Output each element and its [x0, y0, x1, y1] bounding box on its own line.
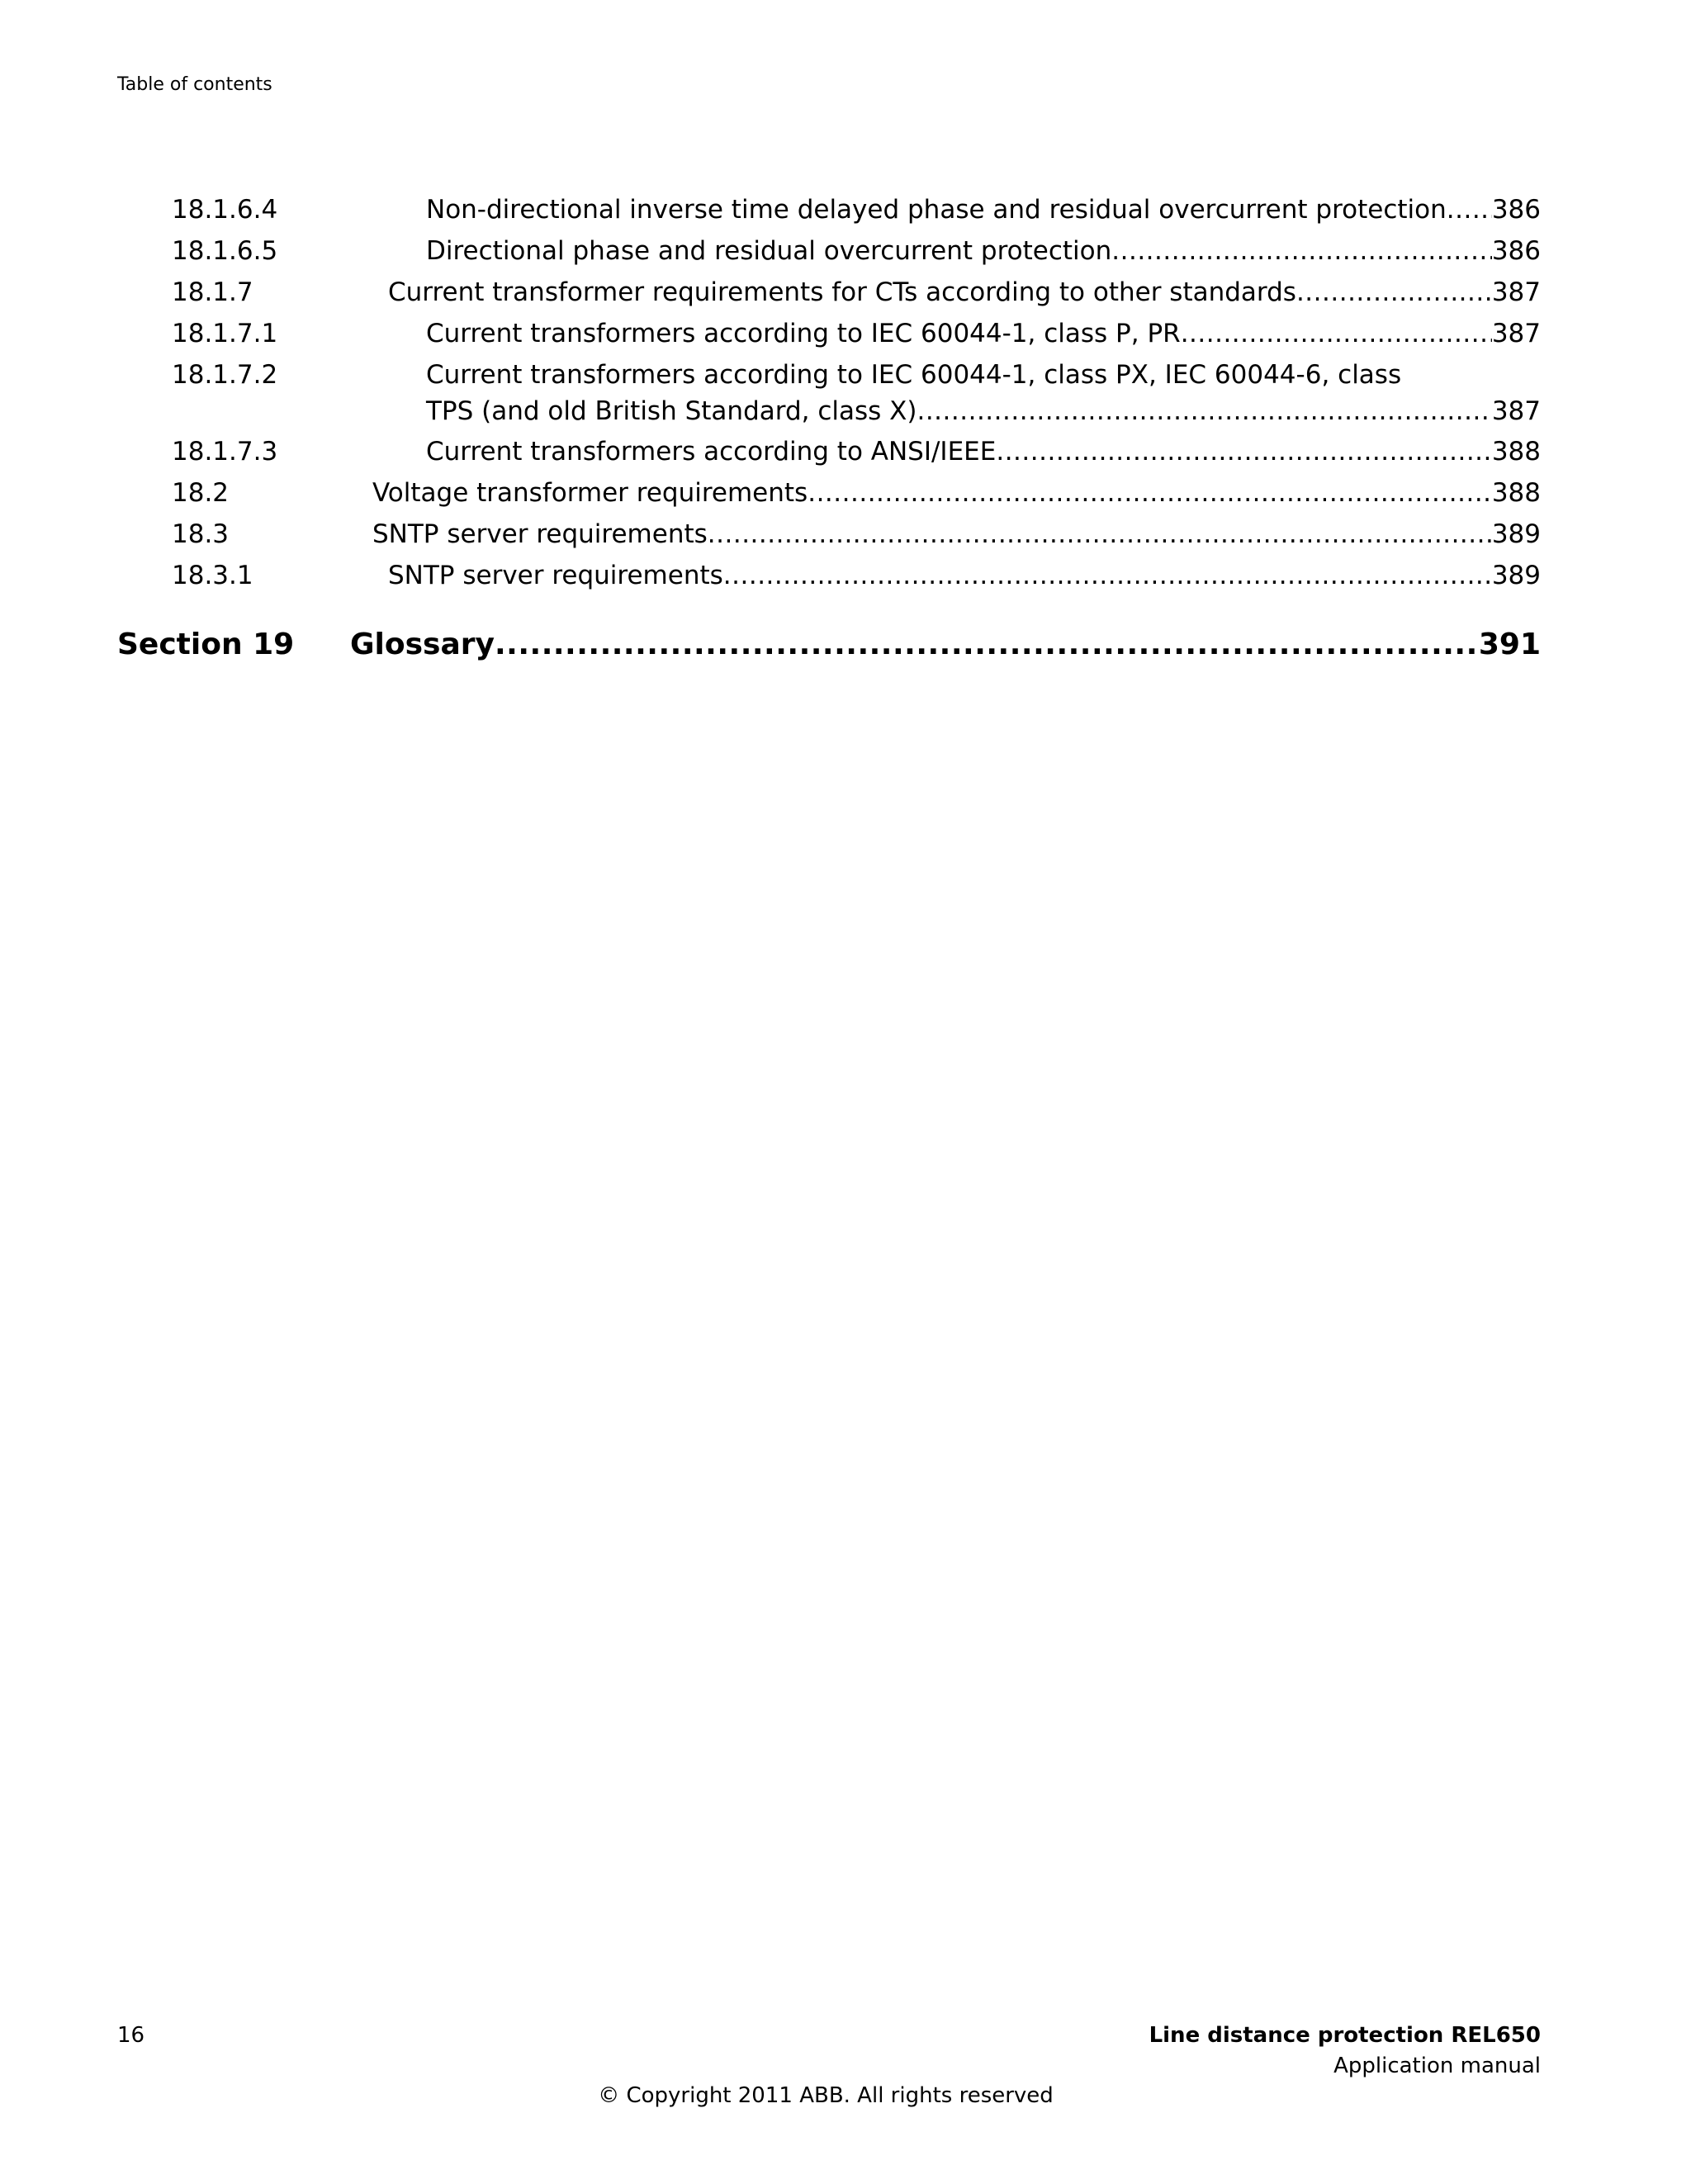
toc-entry-title: Voltage transformer requirements — [372, 478, 808, 508]
toc-entry-title: SNTP server requirements — [388, 561, 723, 590]
toc-entry-text — [426, 233, 1541, 269]
toc-entry-page: 386 — [1491, 236, 1541, 266]
toc-entry-title: SNTP server requirements — [372, 519, 708, 549]
toc-entry-number: 18.1.7 — [172, 277, 253, 307]
dot-leader — [708, 516, 1492, 552]
dot-leader — [1447, 192, 1492, 228]
toc-entry-page: 387 — [1491, 396, 1541, 426]
dot-leader — [723, 557, 1492, 594]
toc-entry-page: 386 — [1491, 195, 1541, 225]
toc-entry-text — [388, 557, 1541, 594]
toc-entry-page: 387 — [1491, 277, 1541, 307]
toc-entry-title: Current transformer requirements for CTs according to other standards — [388, 277, 1296, 307]
toc-entry-text — [426, 192, 1541, 228]
toc-section-title: Glossary — [350, 628, 495, 661]
dot-leader — [1296, 274, 1492, 310]
footer-copyright: © Copyright 2011 ABB. All rights reserved — [598, 2083, 1054, 2108]
toc-entry-number: 18.1.7.3 — [172, 437, 278, 467]
toc-entry-number: 18.3 — [172, 519, 230, 549]
dot-leader — [1181, 315, 1492, 352]
toc-entry-text — [426, 433, 1541, 470]
toc-entry-text — [426, 315, 1541, 352]
toc-entry-page: 389 — [1491, 561, 1541, 590]
toc-entry-text — [426, 357, 1541, 429]
toc-entry-number: 18.1.7.2 — [172, 360, 278, 390]
toc-section-number: Section 19 — [117, 628, 295, 661]
toc-entry-number: 18.3.1 — [172, 561, 253, 590]
footer-page-number: 16 — [117, 2023, 145, 2048]
toc-entry-title: Directional phase and residual overcurrent protection — [426, 236, 1112, 266]
toc-entry-page: 388 — [1491, 478, 1541, 508]
toc-entry-number: 18.1.6.5 — [172, 236, 278, 266]
toc-entry-title: Current transformers according to ANSI/IEEE — [426, 437, 997, 467]
toc-entry-page: 387 — [1491, 319, 1541, 348]
toc-entry-line2 — [426, 393, 1541, 429]
running-header: Table of contents — [117, 74, 272, 95]
footer-manual-name: Application manual — [1333, 2054, 1541, 2078]
toc-entry-page: 389 — [1491, 519, 1541, 549]
toc-entry-page: 388 — [1491, 437, 1541, 467]
toc-entry-text — [372, 516, 1541, 552]
dot-leader — [495, 624, 1479, 666]
toc-entry-text — [388, 274, 1541, 310]
toc-section-text — [350, 624, 1541, 666]
dot-leader — [996, 433, 1491, 470]
toc-entry-number: 18.1.6.4 — [172, 195, 278, 225]
toc-entry-number: 18.1.7.1 — [172, 319, 278, 348]
footer-product-name: Line distance protection REL650 — [1149, 2023, 1541, 2048]
toc-entry-title-line1: Current transformers according to IEC 60044-1, class PX, IEC 60044-6, class — [426, 360, 1402, 390]
dot-leader — [808, 475, 1492, 511]
dot-leader — [917, 393, 1491, 429]
dot-leader — [1111, 233, 1492, 269]
toc-entry-title-line2: TPS (and old British Standard, class X) — [426, 396, 917, 426]
toc-section-page: 391 — [1478, 628, 1541, 661]
toc-entry-title: Current transformers according to IEC 60044-1, class P, PR — [426, 319, 1181, 348]
toc-entry-number: 18.2 — [172, 478, 230, 508]
toc-entry-title: Non-directional inverse time delayed phase and residual overcurrent protection — [426, 195, 1447, 225]
toc-entry-text — [372, 475, 1541, 511]
